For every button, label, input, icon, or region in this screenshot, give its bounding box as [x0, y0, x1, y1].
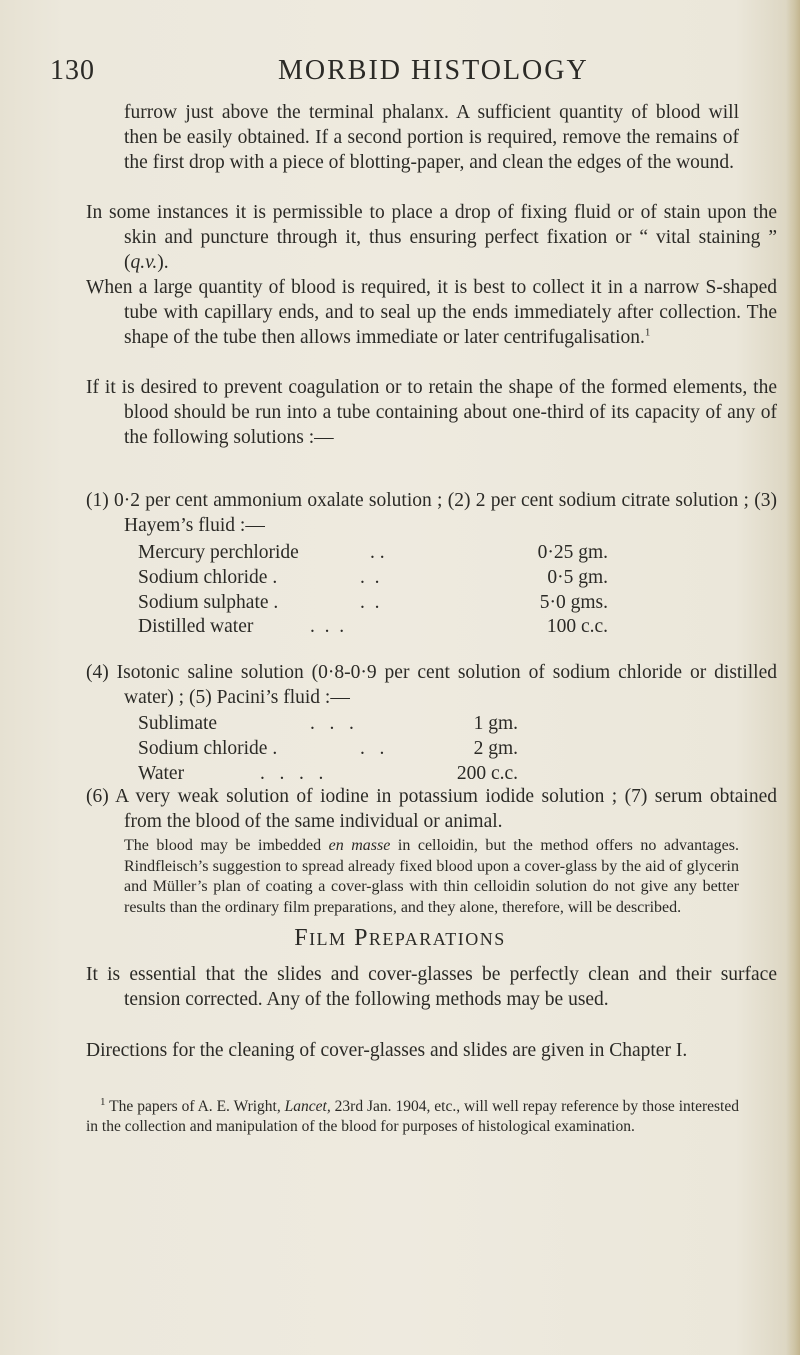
footnote-text: The papers of A. E. Wright, [105, 1098, 285, 1115]
ingredient-quantity: 0·25 gm. [537, 542, 608, 563]
paragraph-large-quantity [86, 276, 777, 350]
small-text: The blood may be imbedded [124, 837, 329, 854]
paragraph-solutions-1-3: (1) 0·2 per cent ammonium oxalate solution ; (2) 2 per cent sodium citrate solution ; (3) Hayem’s fluid :— [86, 490, 777, 536]
page-edge-shadow [786, 0, 800, 1355]
paragraph-clean-slides: It is essential that the slides and cover-glasses be perfectly clean and their surface tension corrected. Any of the following methods may be used. [86, 964, 777, 1010]
table-row [138, 762, 518, 787]
small-print-paragraph [124, 836, 739, 918]
ingredient-name: Sublimate [138, 713, 218, 734]
heading-smallcaps: ILM [309, 929, 347, 949]
small-text-italic: en masse [328, 837, 391, 854]
running-header [50, 55, 740, 95]
table-row [138, 712, 518, 737]
ingredient-name: Mercury perchloride [138, 542, 299, 563]
paragraph-text: When a large quantity of blood is required, it is best to collect it in a narrow S-shaped tube with capillary ends, and to seal up the ends immediately after collection. The shape of the tube then allows immediate or later centrifugalisation. [86, 277, 777, 348]
table-row [138, 541, 608, 566]
paragraph-coagulation: If it is desired to prevent coagulation or to retain the shape of the formed elements, the blood should be run into a tube containing about one-third of its capacity of any of the following solutions :— [86, 377, 777, 448]
paragraph-solutions-4-5: (4) Isotonic saline solution (0·8-0·9 per cent solution of sodium chloride or distilled water) ; (5) Pacini’s fluid :— [86, 662, 777, 708]
leader-dots: . . [360, 591, 380, 613]
leader-dots: . . . [310, 616, 345, 638]
footnote [86, 1097, 739, 1138]
leader-dots: . . [360, 737, 385, 759]
table-row [138, 566, 608, 591]
ingredient-name: Sodium sulphate . [138, 591, 279, 613]
paragraph-solutions-6-7: (6) A very weak solution of iodine in potassium iodide solution ; (7) serum obtained from the blood of the same individual or animal. [86, 786, 777, 832]
ingredient-quantity: 5·0 gms. [539, 591, 608, 613]
heading-cap: P [354, 925, 369, 951]
running-title: MORBID HISTOLOGY [278, 55, 589, 86]
ingredient-quantity: 200 c.c. [456, 762, 518, 784]
pacini-fluid-table [138, 712, 518, 786]
footnote-mark: 1 [100, 1095, 106, 1108]
leader-dots: . . . . [260, 762, 324, 784]
paragraph-fixing-fluid [86, 201, 777, 275]
leader-dots: . . [370, 542, 385, 563]
ingredient-quantity: 100 c.c. [546, 616, 608, 638]
small-text: in celloidin, but the method offers no advantages. Rindfleisch’s suggestion to spread already fixed blood upon a cover-glass by the aid of glycerin and Müller’s plan of coating a cover-glass with thin celloidin solution do not give any better results than the ordinary film preparations, and they alone, therefore, will be described. [124, 837, 740, 916]
footnote-text-italic: Lancet, [284, 1098, 331, 1115]
ingredient-quantity: 1 gm. [473, 713, 518, 734]
heading-smallcaps: REPARATIONS [368, 929, 506, 949]
footnote-reference: 1 [644, 326, 651, 339]
page-number: 130 [50, 55, 95, 86]
table-row [138, 615, 608, 640]
ingredient-name: Sodium chloride . [138, 737, 278, 759]
ingredient-name: Water [138, 762, 185, 784]
ingredient-name: Sodium chloride . [138, 566, 278, 588]
ingredient-quantity: 2 gm. [473, 737, 518, 759]
paragraph-text: In some instances it is permissible to place a drop of fixing fluid or of stain upon the skin and puncture through it, thus ensuring perfect fixation or “ vital staining ” (q.v.). [86, 202, 777, 273]
footnote-text: 23rd Jan. 1904, etc., will well repay reference by those interested in the collection and manipulation of the blood for purposes of histological examination. [86, 1098, 739, 1136]
paragraph-directions: Directions for the cleaning of cover-glasses and slides are given in Chapter I. [86, 1040, 688, 1061]
leader-dots: . . [360, 566, 380, 588]
table-row [138, 737, 518, 762]
leader-dots: . . . [310, 713, 354, 734]
ingredient-quantity: 0·5 gm. [547, 566, 608, 588]
hayem-fluid-table [138, 541, 608, 640]
section-heading [0, 925, 800, 952]
ingredient-name: Distilled water [138, 616, 254, 638]
heading-cap: F [294, 925, 310, 951]
paragraph-continued: furrow just above the terminal phalanx. A sufficient quantity of blood will then be easily obtained. If a second portion is required, remove the remains of the first drop with a piece of blotting-paper, and clean the edges of the wound. [124, 102, 739, 173]
table-row [138, 591, 608, 616]
